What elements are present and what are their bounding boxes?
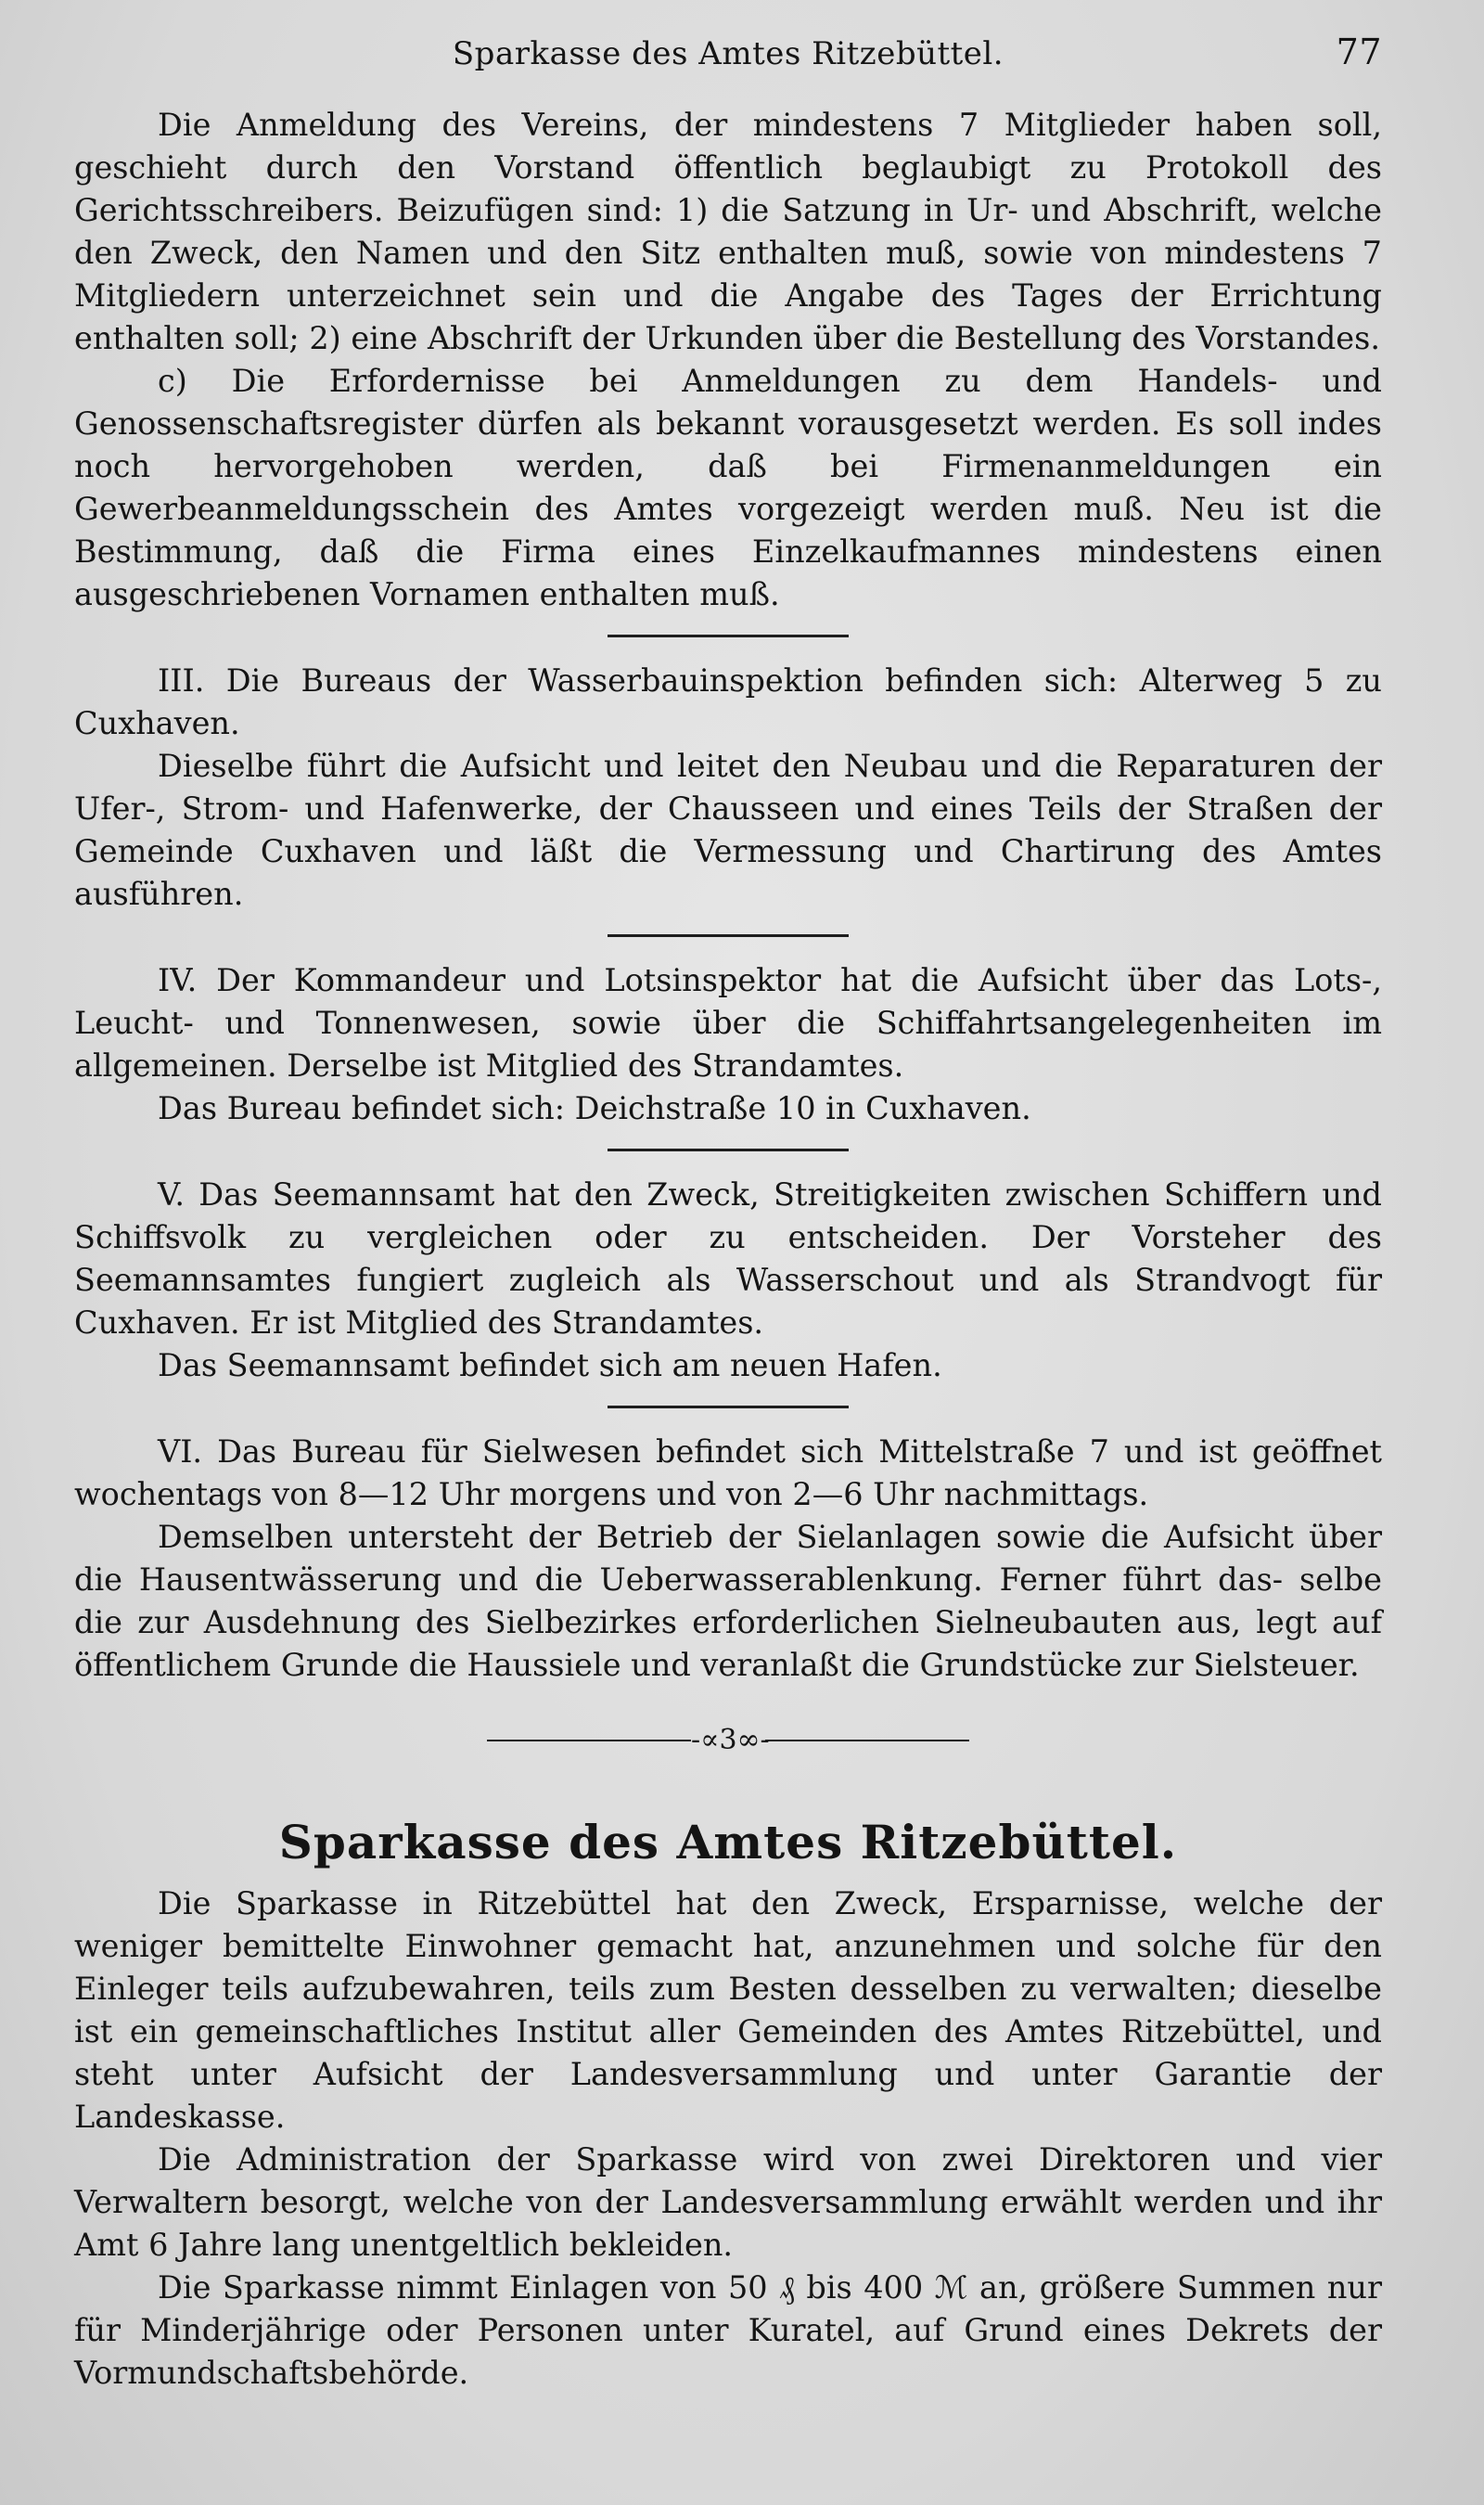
paragraph-sparkasse-purpose: Die Sparkasse in Ritzebüttel hat den Zweck, Ersparnisse, welche der weniger bemittelte Einwohner gemacht hat, anzunehmen und solche für den Einleger teils aufzubewahren, teils zum Besten desselben zu verwalten; dieselbe ist ein gemeinschaftliches Institut aller Gemeinden des Amtes Ritzebüttel, und steht unter Aufsicht der Landesversammlung und unter Garantie der Landeskasse.	[74, 1885, 1382, 2135]
section-wasserbauinspektion	[74, 660, 1382, 916]
running-head	[74, 26, 1382, 91]
running-head-title: Sparkasse des Amtes Ritzebüttel.	[452, 35, 1004, 72]
paragraph-commercial-register: c) Die Erfordernisse bei Anmeldungen zu dem Handels- und Genossenschaftsregister dürfen als bekannt vorausgesetzt werden. Es soll indes noch hervorgehoben werden, daß bei Firmenanmeldungen ein Gewerbeanmeldungsschein des Amtes vorgezeigt werden muß. Neu ist die Bestimmung, daß die Firma eines Einzelkaufmannes mindestens einen ausgeschriebenen Vornamen enthalten muß.	[74, 363, 1382, 612]
section-divider	[608, 934, 849, 937]
paragraph-section-5-intro: V. Das Seemannsamt hat den Zweck, Streitigkeiten zwischen Schiffern und Schiffsvolk zu vergleichen oder zu entscheiden. Der Vorsteher des Seemannsamtes fungiert zugleich als Wasserschout und als Strandvogt für Cuxhaven. Er ist Mitglied des Strandamtes.	[74, 1176, 1382, 1341]
paragraph-section-3-body: Dieselbe führt die Aufsicht und leitet den Neubau und die Reparaturen der Ufer-, Strom- und Hafenwerke, der Chausseen und eines Teils der Straßen der Gemeinde Cuxhaven und läßt die Vermessung und Chartirung des Amtes ausführen.	[74, 748, 1382, 912]
section-lotsinspektor	[74, 959, 1382, 1130]
section-divider	[608, 1406, 849, 1408]
paragraph-section-4-intro: IV. Der Kommandeur und Lotsinspektor hat die Aufsicht über das Lots-, Leucht- und Tonnenwesen, sowie über die Schiffahrtsangelegenheiten im allgemeinen. Derselbe ist Mitglied des Strandamtes.	[74, 962, 1382, 1084]
paragraph-section-3-intro: III. Die Bureaus der Wasserbauinspektion befinden sich: Alterweg 5 zu Cuxhaven.	[74, 662, 1382, 741]
paragraph-association-registration: Die Anmeldung des Vereins, der mindestens 7 Mitglieder haben soll, geschieht durch den Vorstand öffentlich beglaubigt zu Protokoll des Gerichtsschreibers. Beizufügen sind: 1) die Satzung in Ur- und Abschrift, welche den Zweck, den Namen und den Sitz enthalten muß, sowie von mindestens 7 Mitgliedern unterzeichnet sein und die Angabe des Tages der Errichtung enthalten soll; 2) eine Abschrift der Urkunden über die Bestellung des Vorstandes.	[74, 107, 1382, 356]
sparkasse-section	[74, 1882, 1382, 2395]
paragraph-section-6-body: Demselben untersteht der Betrieb der Sielanlagen sowie die Aufsicht über die Hausentwässerung und die Ueberwasserablenkung. Ferner führt das- selbe die zur Ausdehnung des Sielbezirkes erforderlichen Sielneubauten aus, legt auf öffentlichem Grunde die Haussiele und veranlaßt die Grundstücke zur Sielsteuer.	[74, 1519, 1382, 1683]
paragraph-sparkasse-deposits: Die Sparkasse nimmt Einlagen von 50 ₰ bis 400 ℳ an, größere Summen nur für Minderjährige oder Personen unter Kuratel, auf Grund eines Dekrets der Vormundschaftsbehörde.	[74, 2269, 1382, 2391]
section-divider	[608, 635, 849, 637]
ornament-line-right	[765, 1740, 969, 1741]
paragraph-section-4-address: Das Bureau befindet sich: Deichstraße 10 in Cuxhaven.	[158, 1090, 1031, 1126]
ornament-line-left	[487, 1740, 691, 1741]
sparkasse-heading: Sparkasse des Amtes Ritzebüttel.	[278, 1815, 1178, 1869]
ornament-divider	[487, 1722, 969, 1759]
section-sielwesen	[74, 1431, 1382, 1687]
paragraph-sparkasse-administration: Die Administration der Sparkasse wird von zwei Direktoren und vier Verwaltern besorgt, welche von der Landesversammlung erwählt werden und ihr Amt 6 Jahre lang unentgeltlich bekleiden.	[74, 2141, 1382, 2263]
section-divider	[608, 1149, 849, 1151]
paragraph-section-5-address: Das Seemannsamt befindet sich am neuen Hafen.	[158, 1347, 942, 1383]
registration-section	[74, 104, 1382, 616]
section-seemannsamt	[74, 1174, 1382, 1387]
flourish-icon: -∝3∞-	[691, 1724, 770, 1756]
page-number: 77	[1336, 32, 1382, 72]
paragraph-section-6-intro: VI. Das Bureau für Sielwesen befindet sich Mittelstraße 7 und ist geöffnet wochentags von 8—12 Uhr morgens und von 2—6 Uhr nachmittags.	[74, 1433, 1382, 1512]
